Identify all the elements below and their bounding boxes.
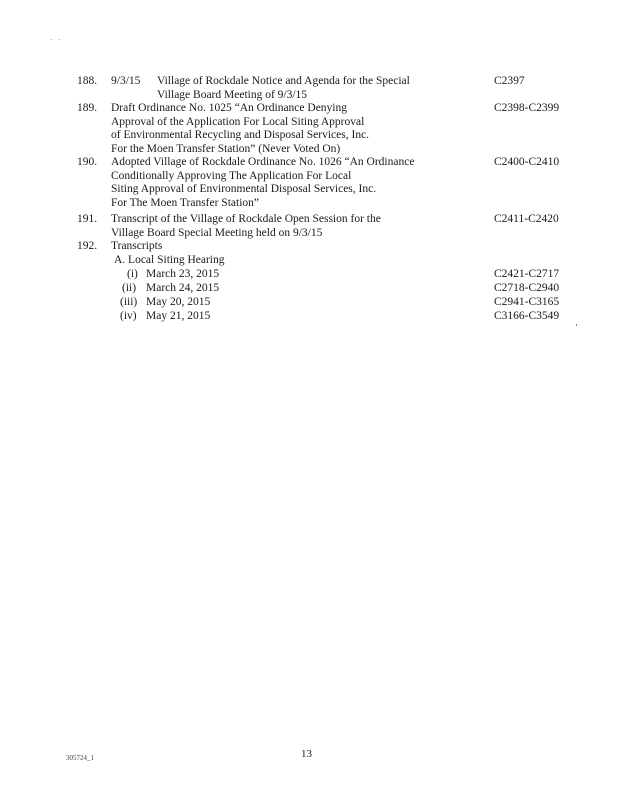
entry-text-line: Transcript of the Village of Rockdale Open Session for the xyxy=(111,213,381,225)
entry-text-line: Draft Ordinance No. 1025 “An Ordinance Denying xyxy=(111,102,347,114)
hearing-roman: (i) xyxy=(127,268,138,280)
entry-text-line: Village Board Meeting of 9/3/15 xyxy=(157,88,308,101)
entry-date: 9/3/15 xyxy=(111,75,141,87)
hearing-date: March 23, 2015 xyxy=(146,268,220,280)
hearing-date: March 24, 2015 xyxy=(146,282,220,294)
bates-range: C2397 xyxy=(494,75,525,87)
hearing-roman: (iv) xyxy=(120,310,137,322)
bates-range: C2718-C2940 xyxy=(494,282,560,294)
hearing-date: May 20, 2015 xyxy=(146,296,211,308)
bates-range: C3166-C3549 xyxy=(494,310,560,322)
entry-number: 191. xyxy=(77,213,98,225)
entry-number: 189. xyxy=(77,102,98,114)
hearing-date: May 21, 2015 xyxy=(146,310,211,322)
entry-text-line: Conditionally Approving The Application For Local xyxy=(111,169,352,182)
entry-text-line: For the Moen Transfer Station” (Never Voted On) xyxy=(111,142,341,155)
bates-range: C2421-C2717 xyxy=(494,268,560,280)
entry-text-line: Approval of the Application For Local Siting Approval xyxy=(111,115,365,128)
entry-text-line: Village of Rockdale Notice and Agenda for the Special xyxy=(157,75,410,87)
entry-text-line: Adopted Village of Rockdale Ordinance No. 1026 “An Ordinance xyxy=(111,156,415,168)
entry-text-line: Village Board Special Meeting held on 9/3/15 xyxy=(111,226,323,239)
hearing-roman: (ii) xyxy=(122,282,137,294)
page-number: 13 xyxy=(301,748,312,760)
entry-text-line: of Environmental Recycling and Disposal Services, Inc. xyxy=(111,129,370,141)
bates-range: C2400-C2410 xyxy=(494,156,560,168)
bates-range: C2941-C3165 xyxy=(494,296,560,308)
bates-range: C2411-C2420 xyxy=(494,213,559,225)
corner-marks: · · xyxy=(50,36,63,44)
margin-mark xyxy=(576,324,577,326)
entry-text-line: Siting Approval of Environmental Disposal Services, Inc. xyxy=(111,183,377,195)
entry-number: 188. xyxy=(77,75,98,87)
hearing-roman: (iii) xyxy=(120,296,138,308)
bates-range: C2398-C2399 xyxy=(494,102,560,114)
subsection-label: A. Local Siting Hearing xyxy=(114,254,225,266)
entry-number: 192. xyxy=(77,240,98,252)
entry-text-line: For The Moen Transfer Station” xyxy=(111,196,260,209)
entry-number: 190. xyxy=(77,156,98,168)
footer-doc-id: 305724_1 xyxy=(66,754,94,762)
entry-text-line: Transcripts xyxy=(111,240,163,252)
